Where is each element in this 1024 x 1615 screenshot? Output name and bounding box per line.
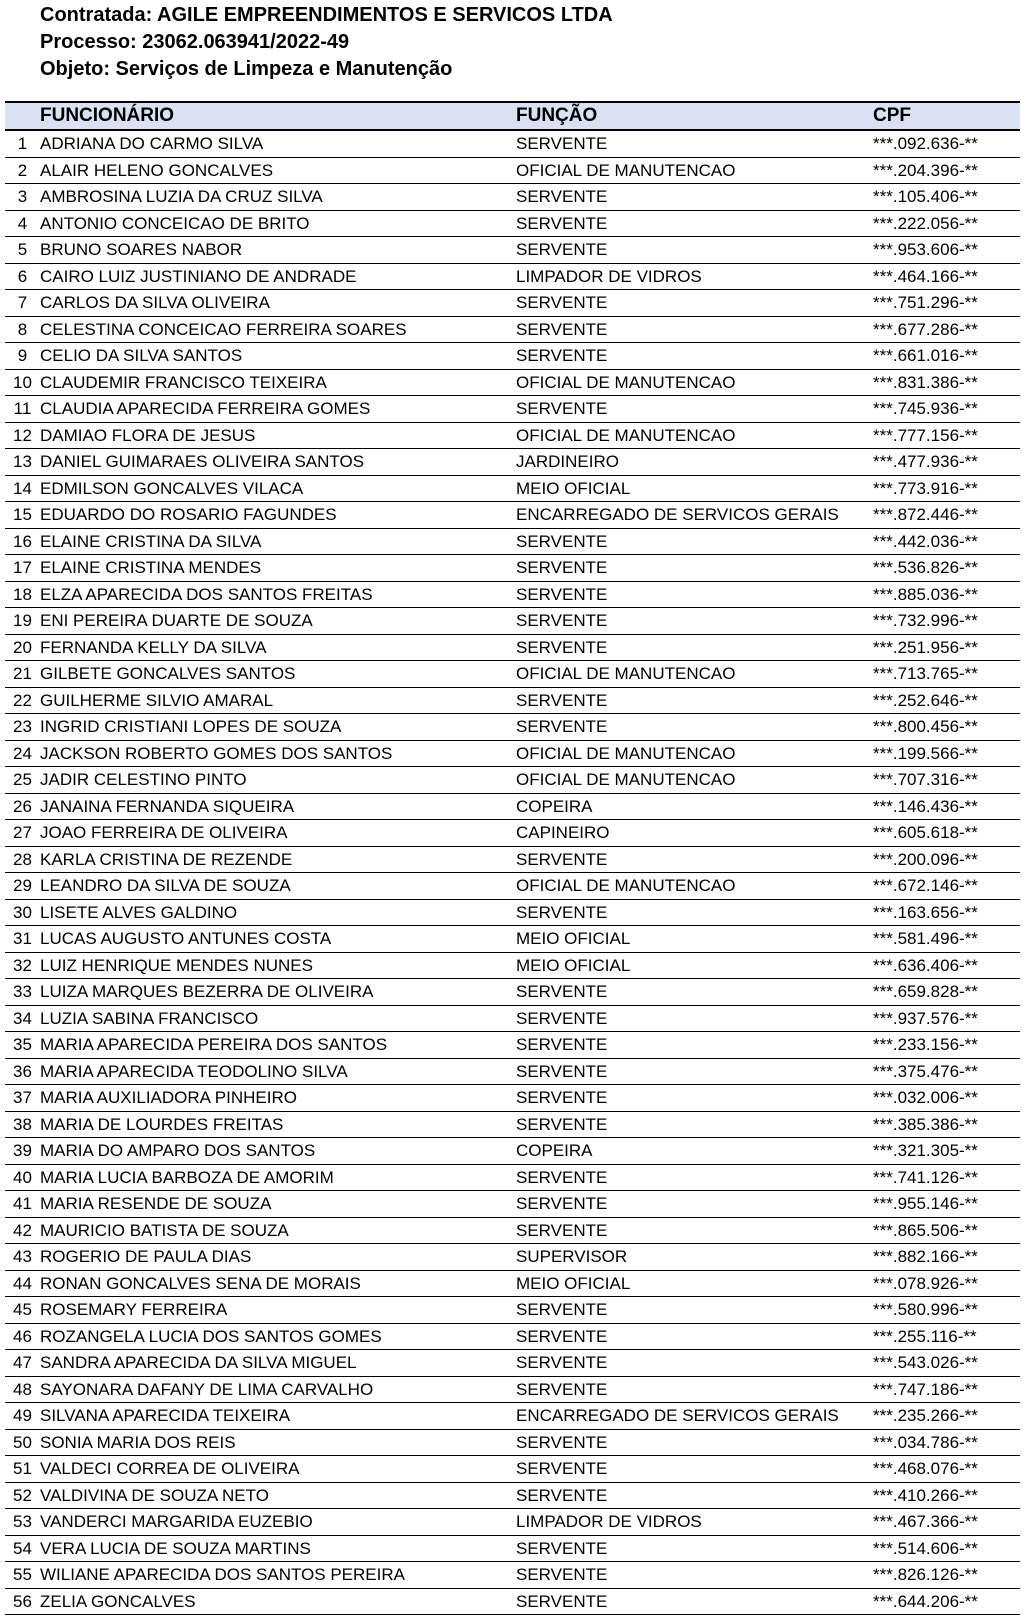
row-number: 4 — [5, 210, 40, 237]
table-row — [5, 1323, 1020, 1350]
row-number: 33 — [5, 979, 40, 1006]
employee-role: SERVENTE — [516, 528, 873, 555]
table-body — [5, 130, 1020, 1615]
table-row — [5, 846, 1020, 873]
row-number: 19 — [5, 608, 40, 635]
table-row — [5, 1111, 1020, 1138]
employee-cpf: ***.477.936-** — [873, 449, 1020, 476]
employee-cpf: ***.235.266-** — [873, 1403, 1020, 1430]
employee-name: MARIA APARECIDA PEREIRA DOS SANTOS — [40, 1032, 516, 1059]
employee-cpf: ***.442.036-** — [873, 528, 1020, 555]
table-row — [5, 1588, 1020, 1615]
employee-name: EDMILSON GONCALVES VILACA — [40, 475, 516, 502]
employee-cpf: ***.885.036-** — [873, 581, 1020, 608]
employee-name: SAYONARA DAFANY DE LIMA CARVALHO — [40, 1376, 516, 1403]
table-row — [5, 1297, 1020, 1324]
employee-role: SERVENTE — [516, 184, 873, 211]
employee-cpf: ***.872.446-** — [873, 502, 1020, 529]
employee-name: ROSEMARY FERREIRA — [40, 1297, 516, 1324]
employee-name: BRUNO SOARES NABOR — [40, 237, 516, 264]
employee-cpf: ***.146.436-** — [873, 793, 1020, 820]
row-number: 24 — [5, 740, 40, 767]
employee-name: ALAIR HELENO GONCALVES — [40, 157, 516, 184]
row-number: 34 — [5, 1005, 40, 1032]
employee-role: SERVENTE — [516, 1323, 873, 1350]
row-number: 47 — [5, 1350, 40, 1377]
employee-cpf: ***.713.765-** — [873, 661, 1020, 688]
employee-name: KARLA CRISTINA DE REZENDE — [40, 846, 516, 873]
employee-role: OFICIAL DE MANUTENCAO — [516, 661, 873, 688]
employee-name: CAIRO LUIZ JUSTINIANO DE ANDRADE — [40, 263, 516, 290]
employee-cpf: ***.514.606-** — [873, 1535, 1020, 1562]
employee-role: SERVENTE — [516, 1297, 873, 1324]
employee-name: JOAO FERREIRA DE OLIVEIRA — [40, 820, 516, 847]
employee-name: SONIA MARIA DOS REIS — [40, 1429, 516, 1456]
employee-name: LUIZA MARQUES BEZERRA DE OLIVEIRA — [40, 979, 516, 1006]
employee-cpf: ***.747.186-** — [873, 1376, 1020, 1403]
table-row — [5, 952, 1020, 979]
employee-role: SERVENTE — [516, 608, 873, 635]
employee-name: AMBROSINA LUZIA DA CRUZ SILVA — [40, 184, 516, 211]
row-number: 55 — [5, 1562, 40, 1589]
row-number: 39 — [5, 1138, 40, 1165]
employee-role: SERVENTE — [516, 237, 873, 264]
row-number: 38 — [5, 1111, 40, 1138]
employee-name: JACKSON ROBERTO GOMES DOS SANTOS — [40, 740, 516, 767]
table-row — [5, 634, 1020, 661]
table-row — [5, 210, 1020, 237]
row-number: 15 — [5, 502, 40, 529]
employee-cpf: ***.375.476-** — [873, 1058, 1020, 1085]
table-row — [5, 369, 1020, 396]
employee-name: ENI PEREIRA DUARTE DE SOUZA — [40, 608, 516, 635]
employee-cpf: ***.953.606-** — [873, 237, 1020, 264]
table-row — [5, 714, 1020, 741]
row-number: 48 — [5, 1376, 40, 1403]
table-row — [5, 767, 1020, 794]
employee-role: SERVENTE — [516, 1085, 873, 1112]
employee-role: SERVENTE — [516, 1164, 873, 1191]
employee-cpf: ***.955.146-** — [873, 1191, 1020, 1218]
employee-cpf: ***.255.116-** — [873, 1323, 1020, 1350]
employee-cpf: ***.644.206-** — [873, 1588, 1020, 1615]
employee-role: SERVENTE — [516, 581, 873, 608]
row-number: 29 — [5, 873, 40, 900]
employee-role: ENCARREGADO DE SERVICOS GERAIS — [516, 502, 873, 529]
objeto-line: Objeto: Serviços de Limpeza e Manutenção — [40, 58, 453, 80]
employee-name: ELZA APARECIDA DOS SANTOS FREITAS — [40, 581, 516, 608]
employee-role: MEIO OFICIAL — [516, 475, 873, 502]
employee-cpf: ***.251.956-** — [873, 634, 1020, 661]
table-row — [5, 1032, 1020, 1059]
table-row — [5, 1058, 1020, 1085]
employee-cpf: ***.468.076-** — [873, 1456, 1020, 1483]
row-number: 42 — [5, 1217, 40, 1244]
employee-role: JARDINEIRO — [516, 449, 873, 476]
table-row — [5, 1509, 1020, 1536]
table-row — [5, 608, 1020, 635]
table-row — [5, 926, 1020, 953]
table-row — [5, 316, 1020, 343]
row-number: 23 — [5, 714, 40, 741]
row-number: 11 — [5, 396, 40, 423]
employee-role: OFICIAL DE MANUTENCAO — [516, 369, 873, 396]
table-row — [5, 475, 1020, 502]
table-row — [5, 130, 1020, 157]
row-number: 53 — [5, 1509, 40, 1536]
employee-role: SERVENTE — [516, 1429, 873, 1456]
row-number: 26 — [5, 793, 40, 820]
table-row — [5, 979, 1020, 1006]
employee-name: MARIA LUCIA BARBOZA DE AMORIM — [40, 1164, 516, 1191]
employee-role: SERVENTE — [516, 1058, 873, 1085]
employee-cpf: ***.385.386-** — [873, 1111, 1020, 1138]
employee-cpf: ***.410.266-** — [873, 1482, 1020, 1509]
row-number: 22 — [5, 687, 40, 714]
row-number: 14 — [5, 475, 40, 502]
table-row — [5, 1376, 1020, 1403]
employee-name: ELAINE CRISTINA MENDES — [40, 555, 516, 582]
table-row — [5, 396, 1020, 423]
table-row — [5, 343, 1020, 370]
employee-name: JADIR CELESTINO PINTO — [40, 767, 516, 794]
employee-role: SERVENTE — [516, 1482, 873, 1509]
table-row — [5, 793, 1020, 820]
table-row — [5, 1005, 1020, 1032]
row-number: 41 — [5, 1191, 40, 1218]
employee-name: ADRIANA DO CARMO SILVA — [40, 130, 516, 157]
column-header-funcao: FUNÇÃO — [516, 102, 873, 130]
employee-name: CELESTINA CONCEICAO FERREIRA SOARES — [40, 316, 516, 343]
row-number: 10 — [5, 369, 40, 396]
row-number: 13 — [5, 449, 40, 476]
row-number: 25 — [5, 767, 40, 794]
employee-name: CELIO DA SILVA SANTOS — [40, 343, 516, 370]
row-number: 17 — [5, 555, 40, 582]
employee-role: SERVENTE — [516, 1217, 873, 1244]
employee-role: OFICIAL DE MANUTENCAO — [516, 157, 873, 184]
employee-role: SERVENTE — [516, 1111, 873, 1138]
row-number: 49 — [5, 1403, 40, 1430]
employee-role: SERVENTE — [516, 634, 873, 661]
employee-cpf: ***.233.156-** — [873, 1032, 1020, 1059]
employee-name: DANIEL GUIMARAES OLIVEIRA SANTOS — [40, 449, 516, 476]
employee-cpf: ***.800.456-** — [873, 714, 1020, 741]
employee-name: MAURICIO BATISTA DE SOUZA — [40, 1217, 516, 1244]
employee-role: SERVENTE — [516, 714, 873, 741]
employee-name: ROZANGELA LUCIA DOS SANTOS GOMES — [40, 1323, 516, 1350]
employee-role: SERVENTE — [516, 290, 873, 317]
employee-role: SERVENTE — [516, 130, 873, 157]
table-row — [5, 899, 1020, 926]
employee-role: MEIO OFICIAL — [516, 1270, 873, 1297]
employee-role: SERVENTE — [516, 210, 873, 237]
row-number: 21 — [5, 661, 40, 688]
employee-role: LIMPADOR DE VIDROS — [516, 263, 873, 290]
employee-name: VALDECI CORREA DE OLIVEIRA — [40, 1456, 516, 1483]
row-number: 28 — [5, 846, 40, 873]
row-number: 31 — [5, 926, 40, 953]
employee-role: SERVENTE — [516, 1456, 873, 1483]
employee-role: SERVENTE — [516, 1562, 873, 1589]
employee-cpf: ***.581.496-** — [873, 926, 1020, 953]
employee-cpf: ***.707.316-** — [873, 767, 1020, 794]
employee-cpf: ***.636.406-** — [873, 952, 1020, 979]
table-row — [5, 1482, 1020, 1509]
employee-name: SANDRA APARECIDA DA SILVA MIGUEL — [40, 1350, 516, 1377]
table-row — [5, 555, 1020, 582]
table-row — [5, 820, 1020, 847]
employee-role: OFICIAL DE MANUTENCAO — [516, 873, 873, 900]
employee-cpf: ***.222.056-** — [873, 210, 1020, 237]
table-row — [5, 1138, 1020, 1165]
employee-name: MARIA DO AMPARO DOS SANTOS — [40, 1138, 516, 1165]
employee-name: GUILHERME SILVIO AMARAL — [40, 687, 516, 714]
employee-name: LUCAS AUGUSTO ANTUNES COSTA — [40, 926, 516, 953]
row-number: 54 — [5, 1535, 40, 1562]
employee-cpf: ***.200.096-** — [873, 846, 1020, 873]
employee-name: ELAINE CRISTINA DA SILVA — [40, 528, 516, 555]
table-row — [5, 873, 1020, 900]
employee-cpf: ***.659.828-** — [873, 979, 1020, 1006]
employee-name: ROGERIO DE PAULA DIAS — [40, 1244, 516, 1271]
row-number: 2 — [5, 157, 40, 184]
employee-cpf: ***.826.126-** — [873, 1562, 1020, 1589]
employee-cpf: ***.672.146-** — [873, 873, 1020, 900]
table-row — [5, 263, 1020, 290]
employee-cpf: ***.773.916-** — [873, 475, 1020, 502]
employee-name: GILBETE GONCALVES SANTOS — [40, 661, 516, 688]
employee-name: DAMIAO FLORA DE JESUS — [40, 422, 516, 449]
employee-cpf: ***.831.386-** — [873, 369, 1020, 396]
employee-role: SERVENTE — [516, 1535, 873, 1562]
employee-name: MARIA RESENDE DE SOUZA — [40, 1191, 516, 1218]
table-row — [5, 1350, 1020, 1377]
table-row — [5, 1562, 1020, 1589]
table-row — [5, 1085, 1020, 1112]
table-row — [5, 1456, 1020, 1483]
employee-role: SERVENTE — [516, 316, 873, 343]
employee-name: SILVANA APARECIDA TEIXEIRA — [40, 1403, 516, 1430]
employee-name: VERA LUCIA DE SOUZA MARTINS — [40, 1535, 516, 1562]
employee-name: RONAN GONCALVES SENA DE MORAIS — [40, 1270, 516, 1297]
row-number: 44 — [5, 1270, 40, 1297]
employee-cpf: ***.732.996-** — [873, 608, 1020, 635]
employee-role: MEIO OFICIAL — [516, 926, 873, 953]
employee-cpf: ***.677.286-** — [873, 316, 1020, 343]
employee-role: SUPERVISOR — [516, 1244, 873, 1271]
employee-name: MARIA DE LOURDES FREITAS — [40, 1111, 516, 1138]
employee-name: WILIANE APARECIDA DOS SANTOS PEREIRA — [40, 1562, 516, 1589]
employee-name: FERNANDA KELLY DA SILVA — [40, 634, 516, 661]
employee-role: COPEIRA — [516, 1138, 873, 1165]
employee-name: JANAINA FERNANDA SIQUEIRA — [40, 793, 516, 820]
employee-cpf: ***.865.506-** — [873, 1217, 1020, 1244]
employee-cpf: ***.882.166-** — [873, 1244, 1020, 1271]
row-number: 51 — [5, 1456, 40, 1483]
employee-role: SERVENTE — [516, 396, 873, 423]
table-row — [5, 290, 1020, 317]
row-number: 52 — [5, 1482, 40, 1509]
employee-role: SERVENTE — [516, 979, 873, 1006]
table-row — [5, 1217, 1020, 1244]
employee-name: CARLOS DA SILVA OLIVEIRA — [40, 290, 516, 317]
employee-name: ANTONIO CONCEICAO DE BRITO — [40, 210, 516, 237]
employee-cpf: ***.092.636-** — [873, 130, 1020, 157]
employee-cpf: ***.321.305-** — [873, 1138, 1020, 1165]
employee-role: SERVENTE — [516, 1588, 873, 1615]
employee-cpf: ***.105.406-** — [873, 184, 1020, 211]
row-number: 30 — [5, 899, 40, 926]
employee-name: VALDIVINA DE SOUZA NETO — [40, 1482, 516, 1509]
table-row — [5, 1403, 1020, 1430]
table-row — [5, 1244, 1020, 1271]
row-number: 43 — [5, 1244, 40, 1271]
employee-name: ZELIA GONCALVES — [40, 1588, 516, 1615]
row-number: 12 — [5, 422, 40, 449]
employee-role: COPEIRA — [516, 793, 873, 820]
employee-cpf: ***.937.576-** — [873, 1005, 1020, 1032]
table-row — [5, 661, 1020, 688]
employee-name: LUIZ HENRIQUE MENDES NUNES — [40, 952, 516, 979]
employee-role: SERVENTE — [516, 555, 873, 582]
employee-name: CLAUDIA APARECIDA FERREIRA GOMES — [40, 396, 516, 423]
employee-name: MARIA AUXILIADORA PINHEIRO — [40, 1085, 516, 1112]
employee-cpf: ***.034.786-** — [873, 1429, 1020, 1456]
table-row — [5, 502, 1020, 529]
employee-name: LUZIA SABINA FRANCISCO — [40, 1005, 516, 1032]
employee-name: MARIA APARECIDA TEODOLINO SILVA — [40, 1058, 516, 1085]
employee-cpf: ***.467.366-** — [873, 1509, 1020, 1536]
employee-cpf: ***.741.126-** — [873, 1164, 1020, 1191]
employee-role: CAPINEIRO — [516, 820, 873, 847]
employee-cpf: ***.605.618-** — [873, 820, 1020, 847]
row-number: 1 — [5, 130, 40, 157]
row-number: 18 — [5, 581, 40, 608]
document-header — [40, 2, 613, 83]
table-row — [5, 1429, 1020, 1456]
column-header-funcionario: FUNCIONÁRIO — [40, 102, 516, 130]
employee-name: EDUARDO DO ROSARIO FAGUNDES — [40, 502, 516, 529]
row-number: 9 — [5, 343, 40, 370]
employee-role: SERVENTE — [516, 343, 873, 370]
row-number: 45 — [5, 1297, 40, 1324]
employee-role: SERVENTE — [516, 1350, 873, 1377]
employee-name: INGRID CRISTIANI LOPES DE SOUZA — [40, 714, 516, 741]
column-header-number — [5, 102, 40, 130]
processo-line: Processo: 23062.063941/2022-49 — [40, 31, 350, 53]
contratada-line: Contratada: AGILE EMPREENDIMENTOS E SERVICOS LTDA — [40, 4, 613, 26]
row-number: 56 — [5, 1588, 40, 1615]
employee-name: LEANDRO DA SILVA DE SOUZA — [40, 873, 516, 900]
employee-role: OFICIAL DE MANUTENCAO — [516, 422, 873, 449]
column-header-cpf: CPF — [873, 102, 1020, 130]
table-row — [5, 687, 1020, 714]
employee-cpf: ***.464.166-** — [873, 263, 1020, 290]
employee-cpf: ***.777.156-** — [873, 422, 1020, 449]
table-row — [5, 449, 1020, 476]
employee-role: SERVENTE — [516, 1376, 873, 1403]
table-row — [5, 528, 1020, 555]
employee-cpf: ***.580.996-** — [873, 1297, 1020, 1324]
row-number: 3 — [5, 184, 40, 211]
employee-cpf: ***.199.566-** — [873, 740, 1020, 767]
employee-cpf: ***.163.656-** — [873, 899, 1020, 926]
table-row — [5, 422, 1020, 449]
row-number: 16 — [5, 528, 40, 555]
employee-cpf: ***.745.936-** — [873, 396, 1020, 423]
employee-table — [5, 101, 1020, 1615]
employee-role: SERVENTE — [516, 1191, 873, 1218]
employee-cpf: ***.536.826-** — [873, 555, 1020, 582]
row-number: 50 — [5, 1429, 40, 1456]
employee-role: OFICIAL DE MANUTENCAO — [516, 740, 873, 767]
employee-role: ENCARREGADO DE SERVICOS GERAIS — [516, 1403, 873, 1430]
table-row — [5, 1164, 1020, 1191]
employee-cpf: ***.543.026-** — [873, 1350, 1020, 1377]
row-number: 8 — [5, 316, 40, 343]
row-number: 35 — [5, 1032, 40, 1059]
employee-cpf: ***.751.296-** — [873, 290, 1020, 317]
row-number: 40 — [5, 1164, 40, 1191]
table-row — [5, 1535, 1020, 1562]
employee-role: LIMPADOR DE VIDROS — [516, 1509, 873, 1536]
table-row — [5, 184, 1020, 211]
employee-cpf: ***.204.396-** — [873, 157, 1020, 184]
employee-role: SERVENTE — [516, 687, 873, 714]
employee-role: MEIO OFICIAL — [516, 952, 873, 979]
employee-cpf: ***.032.006-** — [873, 1085, 1020, 1112]
employee-role: SERVENTE — [516, 899, 873, 926]
employee-cpf: ***.252.646-** — [873, 687, 1020, 714]
row-number: 36 — [5, 1058, 40, 1085]
table-row — [5, 1191, 1020, 1218]
employee-name: VANDERCI MARGARIDA EUZEBIO — [40, 1509, 516, 1536]
row-number: 46 — [5, 1323, 40, 1350]
employee-role: OFICIAL DE MANUTENCAO — [516, 767, 873, 794]
row-number: 32 — [5, 952, 40, 979]
row-number: 6 — [5, 263, 40, 290]
table-row — [5, 1270, 1020, 1297]
row-number: 27 — [5, 820, 40, 847]
table-header-row — [5, 102, 1020, 130]
row-number: 37 — [5, 1085, 40, 1112]
table-row — [5, 157, 1020, 184]
employee-name: CLAUDEMIR FRANCISCO TEIXEIRA — [40, 369, 516, 396]
table-row — [5, 237, 1020, 264]
table-row — [5, 740, 1020, 767]
employee-role: SERVENTE — [516, 1032, 873, 1059]
row-number: 5 — [5, 237, 40, 264]
employee-cpf: ***.078.926-** — [873, 1270, 1020, 1297]
row-number: 7 — [5, 290, 40, 317]
employee-role: SERVENTE — [516, 1005, 873, 1032]
employee-cpf: ***.661.016-** — [873, 343, 1020, 370]
table-row — [5, 581, 1020, 608]
employee-name: LISETE ALVES GALDINO — [40, 899, 516, 926]
row-number: 20 — [5, 634, 40, 661]
employee-role: SERVENTE — [516, 846, 873, 873]
